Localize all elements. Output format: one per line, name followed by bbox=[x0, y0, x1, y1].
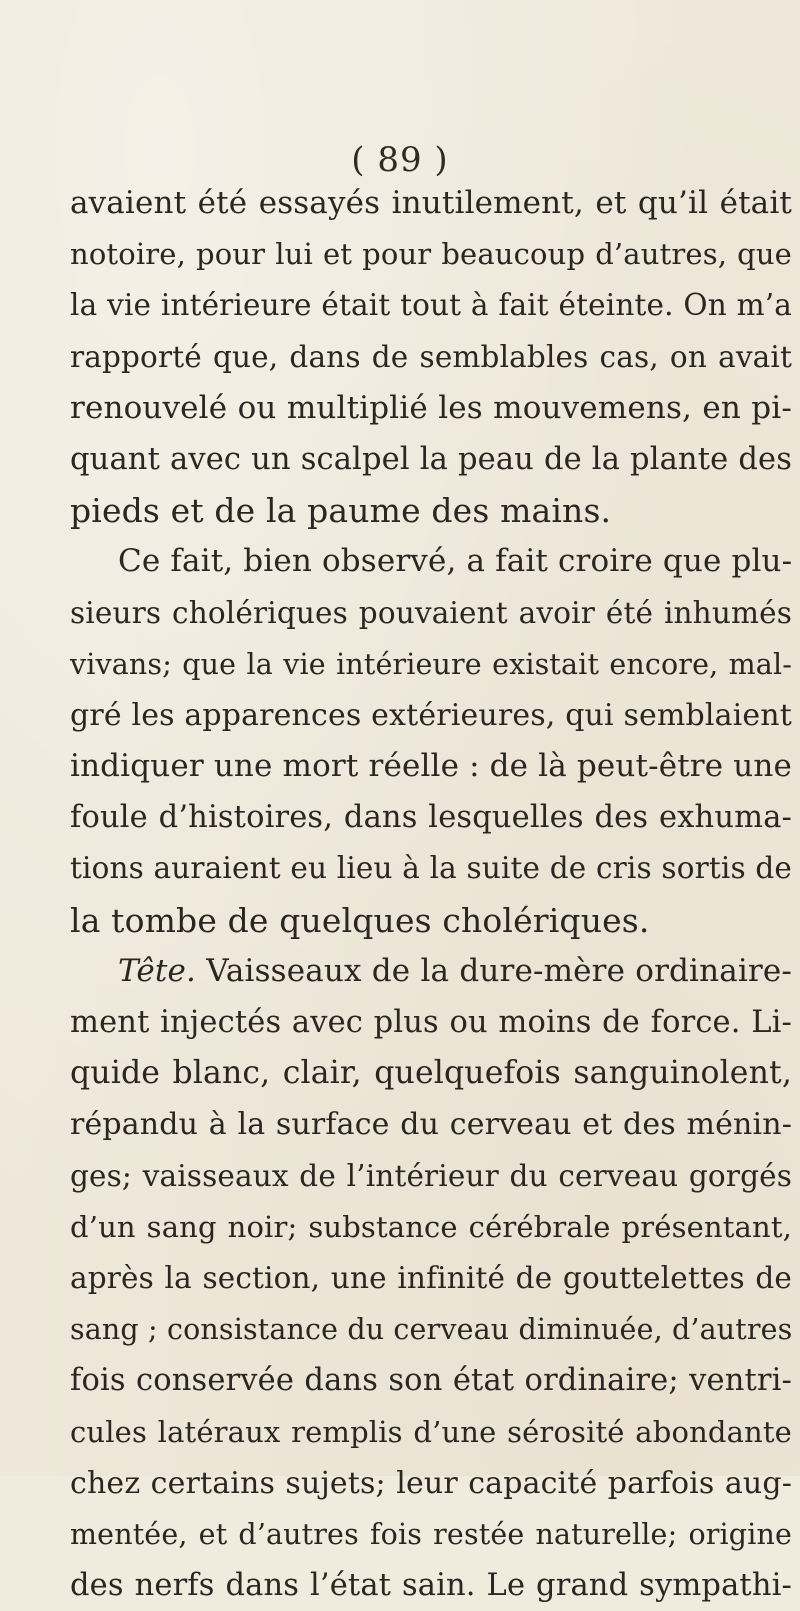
text-line: la vie intérieure était tout à fait éteinte. On m’a bbox=[70, 288, 792, 323]
text-line: des nerfs dans l’état sain. Le grand sympathi- bbox=[70, 1568, 792, 1604]
page-number: ( 89 ) bbox=[351, 140, 449, 180]
text-line: sang ; consistance du cerveau diminuée, d’autres bbox=[70, 1313, 793, 1347]
text-line: d’un sang noir; substance cérébrale présentant, bbox=[70, 1209, 792, 1244]
text-line: chez certains sujets; leur capacité parfois aug- bbox=[70, 1465, 792, 1501]
text-line: rapporté que, dans de semblables cas, on avait bbox=[70, 339, 792, 374]
paragraph-start-line bbox=[70, 946, 792, 997]
text-line: sieurs cholériques pouvaient avoir été inhumés bbox=[70, 595, 792, 630]
text-line: renouvelé ou multiplié les mouvemens, en pi- bbox=[70, 389, 792, 426]
text-line: après la section, une infinité de gouttelettes de bbox=[70, 1260, 792, 1295]
text-line: fois conservée dans son état ordinaire; ventri- bbox=[70, 1363, 792, 1399]
text-line: la tombe de quelques cholériques. bbox=[70, 900, 650, 940]
text-line: pieds et de la paume des mains. bbox=[70, 491, 612, 531]
section-heading-tete: Tête. bbox=[118, 952, 197, 989]
text-line: vivans; que la vie intérieure existait encore, mal- bbox=[70, 647, 792, 681]
text-line: mentée, et d’autres fois restée naturelle; origine bbox=[70, 1517, 792, 1551]
text-line: cules latéraux remplis d’une sérosité abondante bbox=[70, 1414, 792, 1449]
text-line: gré les apparences extérieures, qui semblaient bbox=[70, 697, 792, 733]
text-line: quant avec un scalpel la peau de la plante des bbox=[70, 441, 792, 477]
paragraph-start-line: Ce fait, bien observé, a fait croire que plu- bbox=[118, 543, 793, 580]
text-line: répandu à la surface du cerveau et des ménin- bbox=[70, 1107, 792, 1143]
text-line: tions auraient eu lieu à la suite de cris sortis de bbox=[70, 851, 792, 886]
text-run: Vaisseaux de la dure-mère ordinaire- bbox=[206, 952, 793, 989]
text-line: foule d’histoires, dans lesquelles des exhuma- bbox=[70, 800, 792, 836]
body-text bbox=[70, 178, 792, 1611]
text-line: notoire, pour lui et pour beaucoup d’autres, que bbox=[70, 237, 792, 272]
text-line: indiquer une mort réelle : de là peut-être une bbox=[70, 748, 793, 785]
text-line: quide blanc, clair, quelquefois sanguinolent, bbox=[70, 1055, 792, 1092]
text-line: avaient été essayés inutilement, et qu’il était bbox=[70, 185, 792, 221]
text-line: ment injectés avec plus ou moins de force. Li- bbox=[70, 1005, 792, 1040]
text-line: ges; vaisseaux de l’intérieur du cerveau gorgés bbox=[70, 1158, 792, 1193]
